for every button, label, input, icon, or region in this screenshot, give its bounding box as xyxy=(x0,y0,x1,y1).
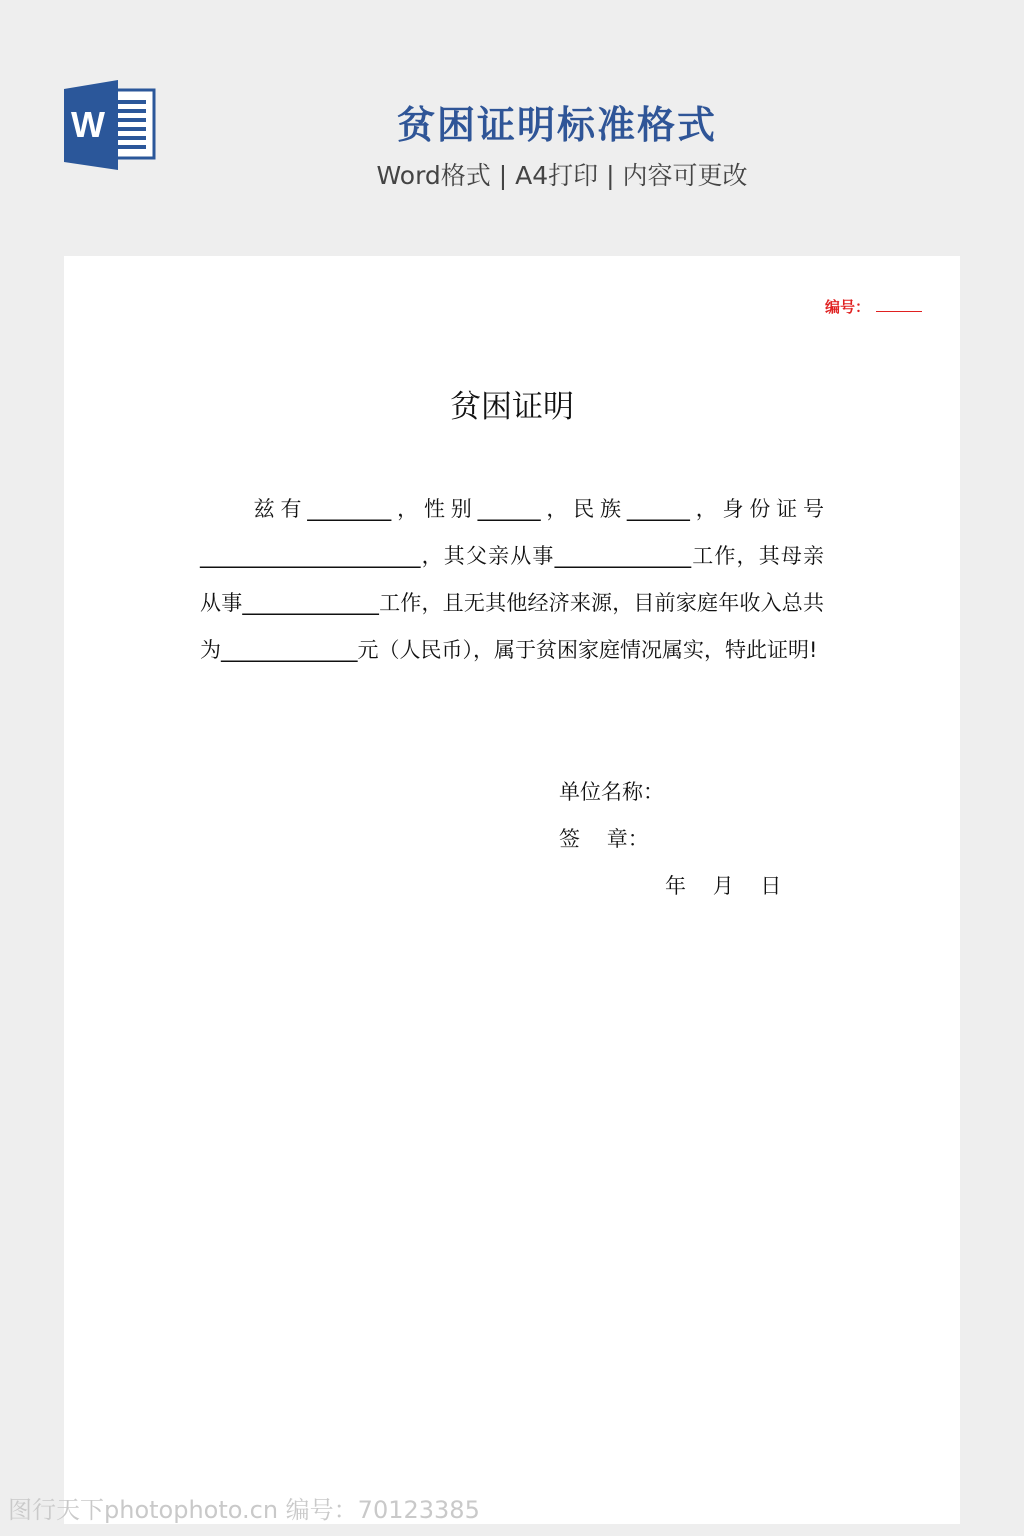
page-title: 贫困证明标准格式 xyxy=(396,103,717,147)
certificate-body: 兹有________，性别______，民族______，身份证号_____________________，其父亲从事_____________工作，其母亲从事_____________工作，且无其他经济来源，目前家庭年收入总共为_____________元（人民币），属于贫困家庭情况属实，特此证明! xyxy=(200,497,824,662)
document-page xyxy=(64,256,960,1524)
serial-number-blank xyxy=(876,297,922,312)
watermark: 图行天下photophoto.cn 编号：70123385 xyxy=(8,1496,480,1524)
page-subtitle: Word格式 | A4打印 | 内容可更改 xyxy=(376,161,748,190)
serial-number-label: 编号： xyxy=(824,298,870,316)
serial-number-field xyxy=(825,296,922,317)
seal-label: 签 章： xyxy=(559,827,649,851)
unit-name-label: 单位名称： xyxy=(559,780,664,804)
word-logo-letter: W xyxy=(71,104,105,145)
document-title: 贫困证明 xyxy=(450,389,574,425)
date-label: 年 月 日 xyxy=(665,874,782,898)
